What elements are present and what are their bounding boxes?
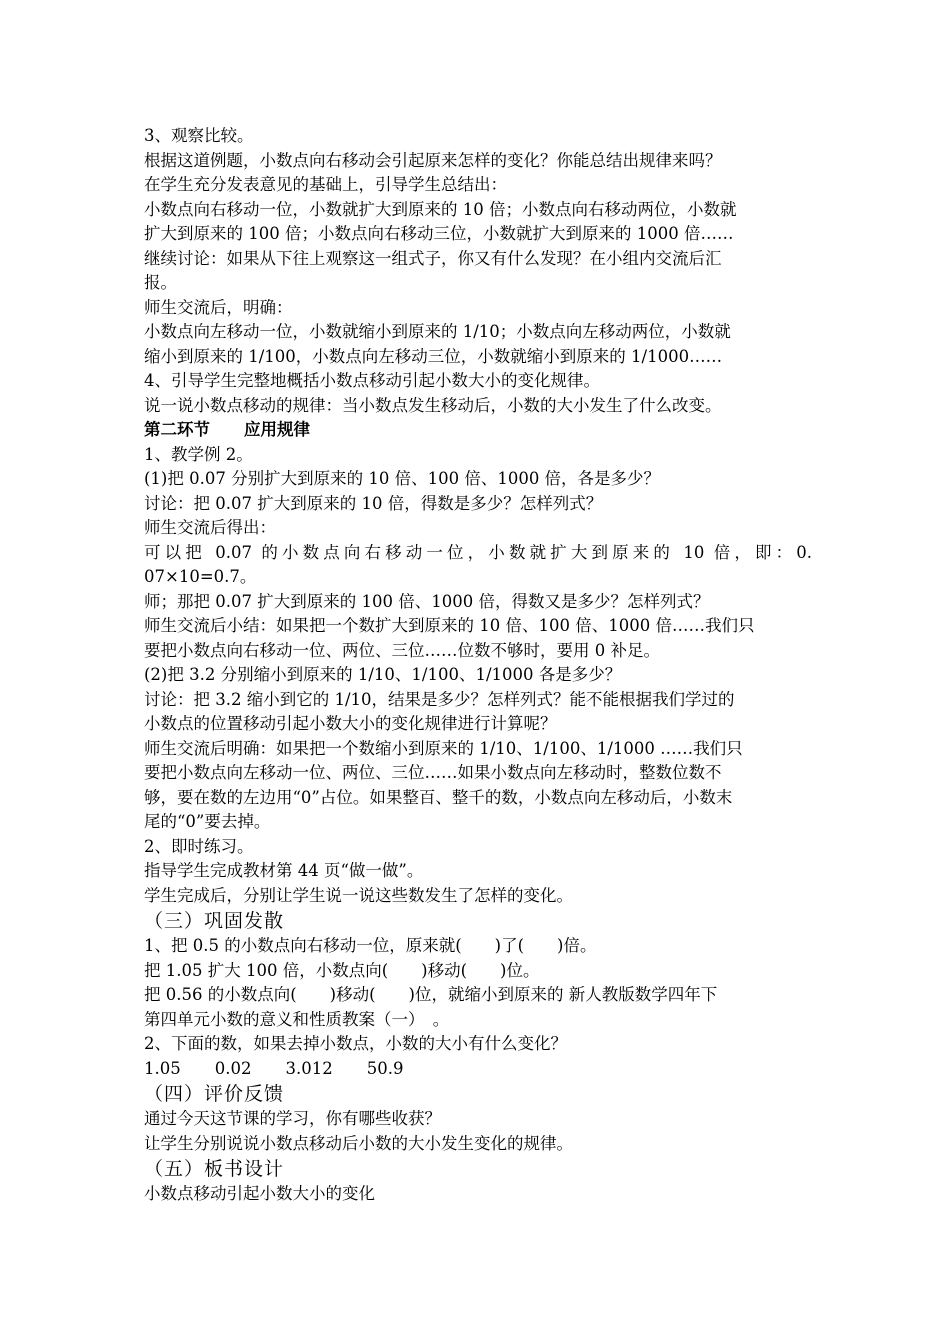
text-line: 第四单元小数的意义和性质教案（一） 。 — [144, 1009, 450, 1029]
section-heading: （三）巩固发散 — [144, 910, 285, 932]
text-line: 2、下面的数，如果去掉小数点，小数的大小有什么变化？ — [144, 1034, 567, 1053]
text-line: 师生交流后明确：如果把一个数缩小到原来的 1/10、1/100、1/1000 ……我们只 — [144, 738, 743, 758]
text-line: 3、观察比较。 — [144, 126, 254, 145]
text-line: 师生交流后得出： — [144, 518, 276, 537]
number-item: 0.02 — [214, 1058, 252, 1078]
text-line: 1、把 0.5 的小数点向右移动一位，原来就( )了( )倍。 — [144, 936, 597, 955]
text-line: 说一说小数点移动的规律：当小数点发生移动后，小数的大小发生了什么改变。 — [144, 395, 722, 415]
text-line: 讨论：把 3.2 缩小到它的 1/10，结果是多少？怎样列式？能不能根据我们学过的 — [144, 689, 735, 709]
text-line: 把 1.05 扩大 100 倍，小数点向( )移动( )位。 — [144, 960, 540, 980]
text-line: 尾的“0”要去掉。 — [144, 812, 271, 831]
text-line: 讨论：把 0.07 扩大到原来的 10 倍，得数是多少？怎样列式？ — [144, 493, 603, 513]
text-line: 07×10=0.7。 — [144, 567, 257, 586]
text-line: 要把小数点向右移动一位、两位、三位……位数不够时，要用 0 补足。 — [144, 640, 660, 660]
text-line: 师；那把 0.07 扩大到原来的 100 倍、1000 倍，得数又是多少？怎样列式？ — [144, 591, 710, 611]
number-item: 1.05 — [144, 1058, 181, 1078]
text-line: 够，要在数的左边用“0”占位。如果整百、整千的数，小数点向左移动后，小数末 — [144, 787, 733, 807]
section-heading — [144, 418, 812, 443]
text-line: 把 0.56 的小数点向( )移动( )位，就缩小到原来的 新人教版数学四年下 — [144, 985, 718, 1004]
text-line: 学生完成后，分别让学生说一说这些数发生了怎样的变化。 — [144, 885, 573, 905]
text-line: 小数点向左移动一位，小数就缩小到原来的 1/10；小数点向左移动两位，小数就 — [144, 322, 731, 341]
text-line: 指导学生完成教材第 44 页“做一做”。 — [144, 861, 424, 880]
text-line: 小数点的位置移动引起小数大小的变化规律进行计算呢？ — [144, 714, 557, 733]
section-heading-right: 应用规律 — [244, 420, 310, 439]
text-line: 报。 — [144, 273, 177, 292]
text-line: 师生交流后，明确： — [144, 297, 293, 317]
text-line: 小数点移动引起小数大小的变化 — [144, 1184, 375, 1203]
text-line: 1、教学例 2。 — [144, 444, 253, 464]
section-heading-left: 第二环节 — [144, 420, 210, 439]
number-item: 3.012 — [285, 1058, 333, 1078]
text-line: (2)把 3.2 分别缩小到原来的 1/10、1/100、1/1000 各是多少？ — [144, 665, 622, 684]
text-line: 师生交流后小结：如果把一个数扩大到原来的 10 倍、100 倍、1000 倍……我们只 — [144, 616, 755, 635]
text-line: 根据这道例题，小数点向右移动会引起原来怎样的变化？你能总结出规律来吗？ — [144, 150, 722, 170]
text-line: 要把小数点向左移动一位、两位、三位……如果小数点向左移动时，整数位数不 — [144, 763, 722, 782]
text-line: 2、即时练习。 — [144, 836, 254, 856]
document-page — [144, 124, 812, 1207]
text-line: 通过今天这节课的学习，你有哪些收获？ — [144, 1109, 441, 1128]
text-line: 在学生充分发表意见的基础上，引导学生总结出： — [144, 175, 507, 194]
section-heading: （五）板书设计 — [144, 1158, 285, 1180]
text-line: 缩小到原来的 1/100，小数点向左移动三位，小数就缩小到原来的 1/1000…… — [144, 346, 723, 366]
text-line: 让学生分别说说小数点移动后小数的大小发生变化的规律。 — [144, 1133, 573, 1153]
text-line: 扩大到原来的 100 倍；小数点向右移动三位，小数就扩大到原来的 1000 倍…… — [144, 224, 734, 243]
text-line: 4、引导学生完整地概括小数点移动引起小数大小的变化规律。 — [144, 371, 600, 390]
number-item: 50.9 — [366, 1058, 404, 1078]
section-heading: （四）评价反馈 — [144, 1083, 285, 1105]
text-line: (1)把 0.07 分别扩大到原来的 10 倍、100 倍、1000 倍，各是多少？ — [144, 469, 661, 488]
number-list — [144, 1057, 812, 1082]
text-line: 可以把 0.07 的小数点向右移动一位，小数就扩大到原来的 10 倍，即：0. — [144, 542, 812, 562]
text-line: 小数点向右移动一位，小数就扩大到原来的 10 倍；小数点向右移动两位，小数就 — [144, 199, 737, 219]
text-line: 继续讨论：如果从下往上观察这一组式子，你又有什么发现？在小组内交流后汇 — [144, 248, 722, 268]
